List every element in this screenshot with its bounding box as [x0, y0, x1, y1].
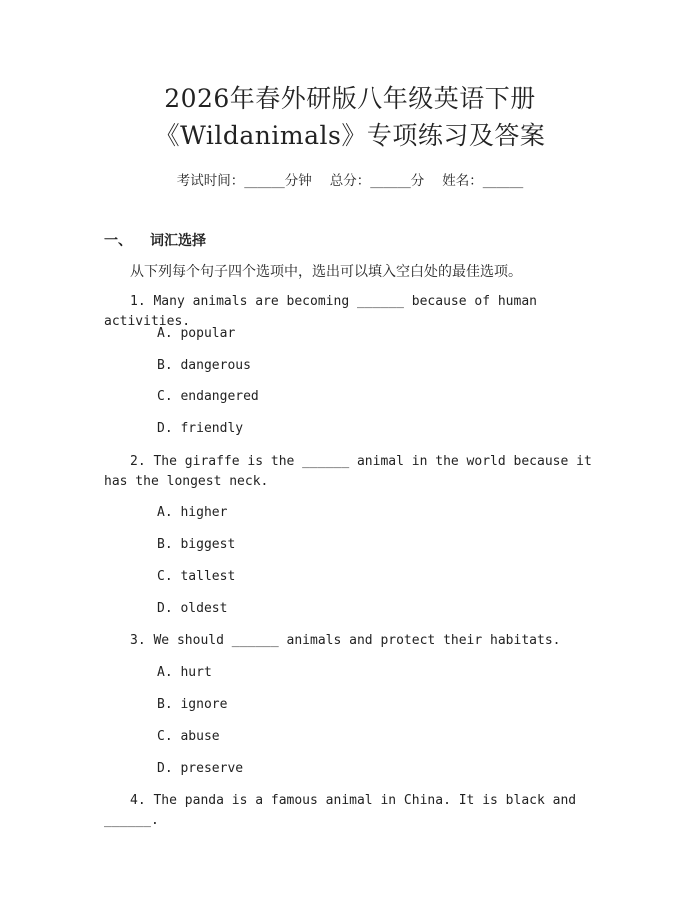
exam-time-field: 考试时间：______分钟	[176, 173, 312, 189]
option-item: B. ignore	[157, 697, 228, 712]
document-title-line1: 2026年春外研版八年级英语下册	[164, 84, 536, 113]
option-item: C. endangered	[157, 389, 259, 404]
option-item: C. tallest	[157, 569, 236, 584]
document-title-line2: 《Wildanimals》专项练习及答案	[154, 121, 546, 150]
name-field: 姓名：______	[442, 173, 524, 189]
option-item: D. preserve	[157, 761, 244, 776]
option-item: A. popular	[157, 326, 236, 341]
section-instruction: 从下列每个句子四个选项中，选出可以填入空白处的最佳选项。	[130, 264, 522, 280]
option-item: B. biggest	[157, 537, 236, 552]
question-stem: 4. The panda is a famous animal in China. It is black and ______.	[104, 793, 584, 828]
question-stem: 3. We should ______ animals and protect their habitats.	[130, 633, 561, 648]
section-heading	[104, 230, 206, 250]
option-item: B. dangerous	[157, 358, 251, 373]
section-title: 词汇选择	[150, 233, 206, 249]
option-item: C. abuse	[157, 729, 220, 744]
option-item: D. friendly	[157, 421, 244, 436]
section-number: 一、	[104, 233, 132, 249]
total-score-field: 总分：______分	[329, 173, 425, 189]
question-stem: 2. The giraffe is the ______ animal in the world because it has the longest neck.	[104, 454, 600, 489]
question-stem: 1. Many animals are becoming ______ because of human activities.	[104, 294, 545, 329]
option-item: A. higher	[157, 505, 228, 520]
option-item: A. hurt	[157, 665, 212, 680]
exam-info	[0, 169, 700, 189]
option-item: D. oldest	[157, 601, 228, 616]
